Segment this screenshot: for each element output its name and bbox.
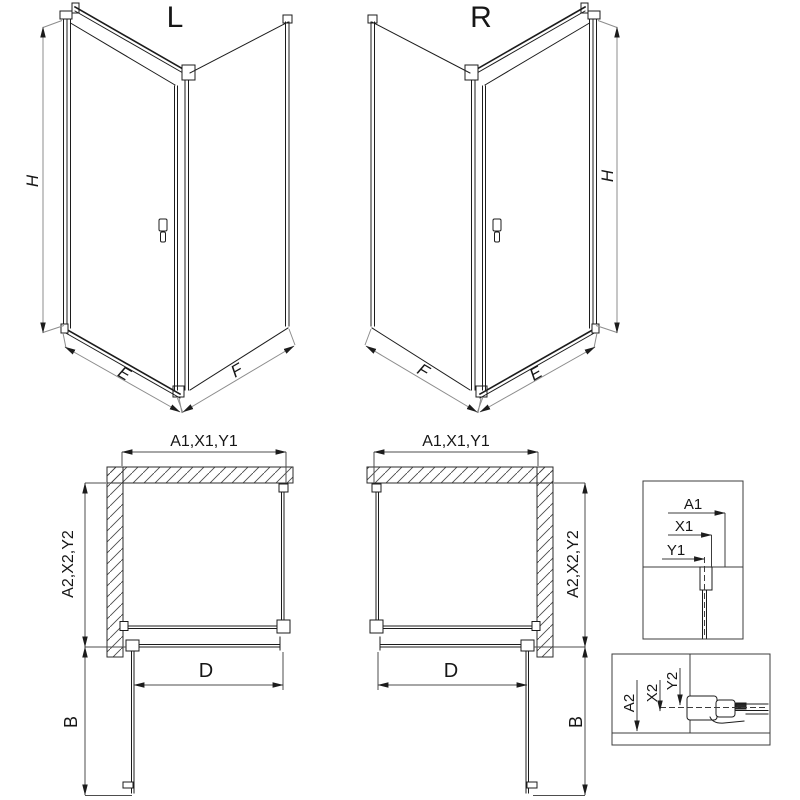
detail-wall-profile-section [612, 654, 770, 745]
door-open-plan [526, 652, 537, 793]
side-panel [368, 15, 470, 390]
dimension-y2 [664, 668, 681, 705]
iso-view-left [23, 1, 295, 413]
door-handle [493, 219, 501, 242]
dimension-door-e [478, 333, 597, 413]
version-label-left: L [166, 1, 184, 34]
dimension-x2 [644, 680, 661, 711]
x1-label: X1 [674, 518, 694, 535]
dimension-height-h [23, 21, 64, 334]
door-clear-label: D [198, 660, 214, 682]
a2-label: A2 [621, 693, 638, 713]
dimension-y1 [662, 542, 705, 559]
dimension-d [134, 652, 283, 690]
side-panel-plan [277, 484, 290, 633]
door-handle [159, 219, 167, 242]
depth-group-label: A2,X2,Y2 [60, 530, 77, 598]
dimension-side-f [177, 329, 295, 413]
side-width-label: F [227, 359, 246, 382]
wall-top [107, 467, 293, 483]
door-open-plan [123, 652, 134, 793]
door-panel [61, 23, 180, 398]
side-width-label: F [414, 359, 433, 382]
wall-top [367, 467, 553, 483]
y2-label: Y2 [664, 671, 681, 691]
dimension-side-f [365, 329, 483, 413]
iso-view-right [365, 1, 617, 413]
dimension-b [61, 647, 132, 796]
swing-label: B [61, 715, 81, 729]
swing-label: B [566, 715, 586, 729]
detail-wall-profile-plan [643, 481, 743, 639]
door-width-label: E [114, 362, 134, 385]
a1-label: A1 [683, 496, 703, 513]
height-label: H [23, 174, 42, 188]
corner-post [173, 65, 195, 397]
hinge-wall-profile [60, 11, 72, 329]
plan-view-right [367, 433, 586, 796]
plan-view-left [60, 433, 293, 796]
dimension-door-e [63, 333, 182, 413]
height-label: H [598, 169, 617, 183]
dimension-a2 [621, 680, 638, 731]
door-panel [480, 23, 599, 398]
profile-assembly [687, 696, 768, 723]
side-panel [190, 15, 292, 390]
door-closed-plan [126, 637, 280, 651]
dimension-height-h [596, 21, 617, 334]
door-clear-label: D [443, 660, 459, 682]
width-group-label: A1,X1,Y1 [422, 433, 490, 450]
door-closed-plan [380, 637, 534, 651]
dimension-x1 [668, 518, 712, 535]
front-panel-plan [120, 622, 277, 631]
side-panel-plan [370, 484, 383, 633]
x2-label: X2 [644, 683, 661, 703]
version-label-right: R [470, 1, 492, 34]
front-panel-plan [383, 622, 540, 631]
wall-profile [700, 567, 712, 590]
depth-group-label: A2,X2,Y2 [565, 530, 582, 598]
corner-post [465, 65, 487, 397]
y1-label: Y1 [666, 542, 686, 559]
dimension-a1 [668, 496, 725, 513]
width-group-label: A1,X1,Y1 [170, 433, 238, 450]
dimension-d [378, 652, 527, 690]
door-width-label: E [526, 362, 546, 385]
dimension-b [533, 647, 586, 796]
